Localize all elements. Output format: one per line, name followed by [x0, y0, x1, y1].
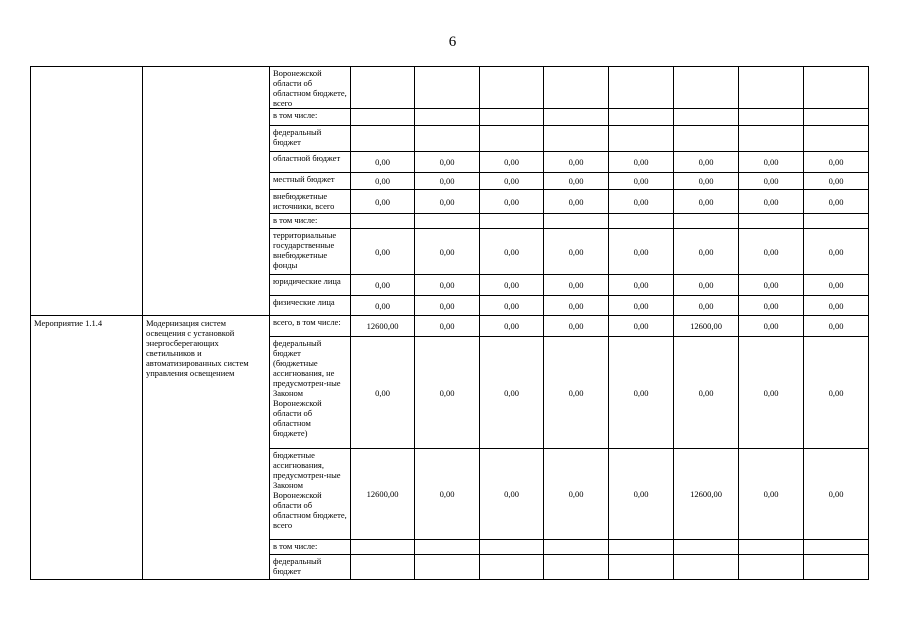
value-cell: 0,00 — [415, 173, 480, 190]
value-cell: 0,00 — [544, 173, 609, 190]
value-cell — [804, 214, 869, 229]
value-cell — [804, 555, 869, 580]
value-cell — [544, 555, 609, 580]
value-cell: 0,00 — [544, 449, 609, 540]
value-cell — [351, 540, 415, 555]
row-label: федеральный бюджет — [270, 555, 351, 580]
value-cell: 0,00 — [544, 337, 609, 449]
value-cell — [674, 109, 739, 126]
value-cell: 0,00 — [609, 316, 674, 337]
value-cell: 0,00 — [739, 449, 804, 540]
value-cell — [415, 67, 480, 109]
value-cell: 0,00 — [674, 190, 739, 214]
value-cell: 0,00 — [544, 229, 609, 275]
value-cell — [351, 214, 415, 229]
value-cell — [609, 67, 674, 109]
value-cell: 0,00 — [480, 275, 544, 296]
row-label: территориальные государственные внебюджетные фонды — [270, 229, 351, 275]
value-cell: 12600,00 — [674, 316, 739, 337]
value-cell — [415, 126, 480, 152]
row-label: в том числе: — [270, 214, 351, 229]
value-cell: 0,00 — [804, 337, 869, 449]
value-cell: 0,00 — [544, 296, 609, 316]
description-cell — [143, 67, 270, 316]
value-cell — [674, 214, 739, 229]
value-cell: 0,00 — [739, 337, 804, 449]
row-label: федеральный бюджет (бюджетные ассигнования, не предусмотрен-ные Законом Воронежской области об областном бюджете) — [270, 337, 351, 449]
value-cell: 0,00 — [480, 449, 544, 540]
value-cell — [480, 540, 544, 555]
value-cell: 12600,00 — [674, 449, 739, 540]
value-cell: 0,00 — [544, 190, 609, 214]
activity-description: Модернизация систем освещения с установкой энергосберегающих светильников и автоматизированных систем управления освещением — [143, 316, 270, 580]
row-label: бюджетные ассигнования, предусмотрен-ные Законом Воронежской области об областном бюджете, всего — [270, 449, 351, 540]
value-cell: 0,00 — [351, 152, 415, 173]
row-label: федеральный бюджет — [270, 126, 351, 152]
value-cell: 0,00 — [674, 337, 739, 449]
row-label: юридические лица — [270, 275, 351, 296]
value-cell: 0,00 — [351, 275, 415, 296]
value-cell: 0,00 — [739, 316, 804, 337]
value-cell — [544, 214, 609, 229]
value-cell — [609, 126, 674, 152]
value-cell — [480, 555, 544, 580]
value-cell: 0,00 — [739, 229, 804, 275]
value-cell: 0,00 — [351, 190, 415, 214]
value-cell: 0,00 — [480, 229, 544, 275]
value-cell: 0,00 — [544, 316, 609, 337]
value-cell — [739, 555, 804, 580]
value-cell — [415, 555, 480, 580]
value-cell — [674, 67, 739, 109]
row-label: областной бюджет — [270, 152, 351, 173]
value-cell: 0,00 — [415, 229, 480, 275]
value-cell — [415, 109, 480, 126]
row-label: всего, в том числе: — [270, 316, 351, 337]
value-cell: 0,00 — [609, 449, 674, 540]
row-label: Воронежской области об областном бюджете, всего — [270, 67, 351, 109]
value-cell — [804, 67, 869, 109]
value-cell: 0,00 — [415, 316, 480, 337]
value-cell: 0,00 — [739, 152, 804, 173]
activity-cell — [31, 67, 143, 316]
activity-name: Мероприятие 1.1.4 — [31, 316, 143, 580]
value-cell: 0,00 — [674, 296, 739, 316]
value-cell — [544, 67, 609, 109]
value-cell — [739, 126, 804, 152]
value-cell: 0,00 — [674, 229, 739, 275]
value-cell: 0,00 — [351, 296, 415, 316]
value-cell: 0,00 — [480, 316, 544, 337]
value-cell: 0,00 — [804, 449, 869, 540]
value-cell — [674, 555, 739, 580]
value-cell: 0,00 — [804, 275, 869, 296]
value-cell: 0,00 — [415, 190, 480, 214]
value-cell: 0,00 — [351, 173, 415, 190]
value-cell: 12600,00 — [351, 316, 415, 337]
value-cell: 0,00 — [739, 173, 804, 190]
funding-table — [30, 66, 869, 580]
value-cell: 0,00 — [415, 449, 480, 540]
value-cell: 0,00 — [804, 152, 869, 173]
row-label: в том числе: — [270, 109, 351, 126]
value-cell — [739, 540, 804, 555]
value-cell: 0,00 — [739, 296, 804, 316]
value-cell — [351, 555, 415, 580]
value-cell — [544, 540, 609, 555]
value-cell: 0,00 — [804, 316, 869, 337]
value-cell — [674, 126, 739, 152]
value-cell: 0,00 — [480, 152, 544, 173]
value-cell — [739, 109, 804, 126]
value-cell: 0,00 — [739, 275, 804, 296]
value-cell — [351, 67, 415, 109]
value-cell: 0,00 — [804, 190, 869, 214]
value-cell — [480, 126, 544, 152]
table-row — [31, 67, 869, 109]
row-label: внебюджетные источники, всего — [270, 190, 351, 214]
value-cell: 0,00 — [609, 296, 674, 316]
value-cell: 0,00 — [674, 152, 739, 173]
value-cell — [480, 109, 544, 126]
value-cell: 0,00 — [480, 337, 544, 449]
value-cell: 0,00 — [609, 152, 674, 173]
value-cell: 0,00 — [609, 337, 674, 449]
value-cell — [739, 214, 804, 229]
value-cell — [804, 540, 869, 555]
value-cell — [480, 214, 544, 229]
value-cell — [544, 126, 609, 152]
value-cell — [674, 540, 739, 555]
value-cell — [544, 109, 609, 126]
value-cell: 0,00 — [351, 337, 415, 449]
table-row — [31, 316, 869, 337]
value-cell — [480, 67, 544, 109]
value-cell — [739, 67, 804, 109]
value-cell — [609, 555, 674, 580]
value-cell — [351, 126, 415, 152]
value-cell: 0,00 — [609, 173, 674, 190]
value-cell: 0,00 — [674, 275, 739, 296]
value-cell: 0,00 — [415, 296, 480, 316]
page-number: 6 — [448, 34, 457, 50]
value-cell: 12600,00 — [351, 449, 415, 540]
value-cell — [609, 540, 674, 555]
value-cell: 0,00 — [415, 152, 480, 173]
value-cell: 0,00 — [609, 190, 674, 214]
value-cell — [609, 214, 674, 229]
value-cell: 0,00 — [804, 229, 869, 275]
value-cell: 0,00 — [804, 296, 869, 316]
value-cell: 0,00 — [804, 173, 869, 190]
value-cell — [351, 109, 415, 126]
value-cell: 0,00 — [544, 152, 609, 173]
value-cell: 0,00 — [739, 190, 804, 214]
value-cell — [609, 109, 674, 126]
value-cell: 0,00 — [415, 275, 480, 296]
value-cell — [804, 126, 869, 152]
value-cell — [415, 214, 480, 229]
value-cell: 0,00 — [544, 275, 609, 296]
row-label: физические лица — [270, 296, 351, 316]
value-cell: 0,00 — [609, 275, 674, 296]
value-cell: 0,00 — [351, 229, 415, 275]
row-label: местный бюджет — [270, 173, 351, 190]
row-label: в том числе: — [270, 540, 351, 555]
value-cell: 0,00 — [415, 337, 480, 449]
value-cell — [804, 109, 869, 126]
value-cell: 0,00 — [480, 173, 544, 190]
value-cell — [415, 540, 480, 555]
value-cell: 0,00 — [480, 190, 544, 214]
value-cell: 0,00 — [674, 173, 739, 190]
value-cell: 0,00 — [480, 296, 544, 316]
value-cell: 0,00 — [609, 229, 674, 275]
